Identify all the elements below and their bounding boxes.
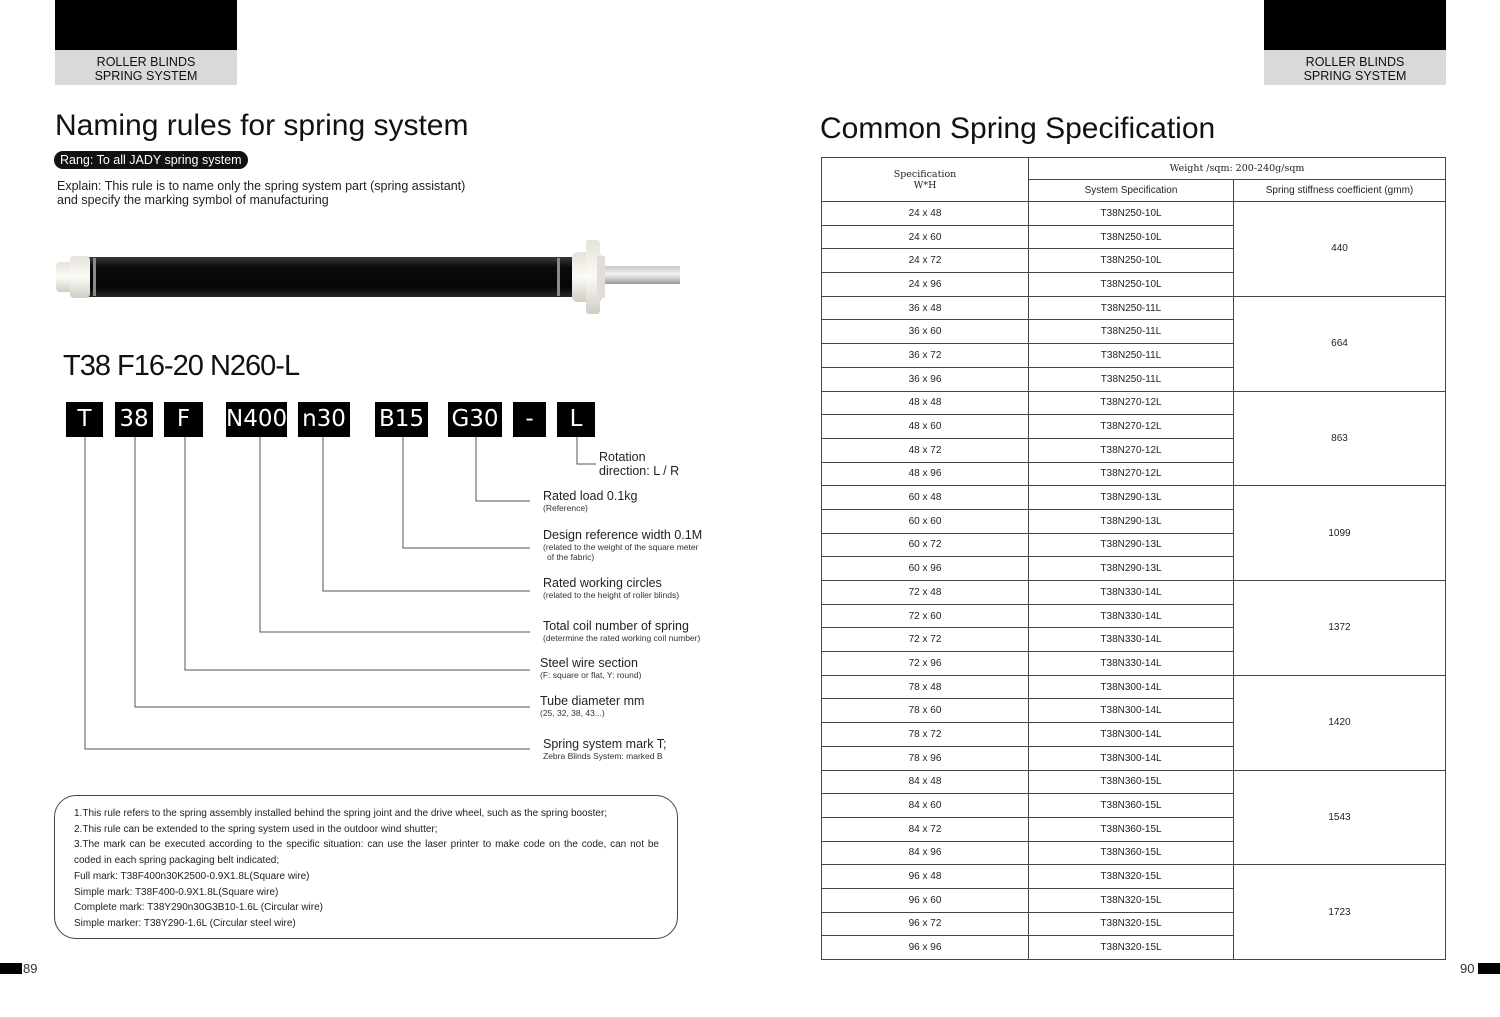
cell-system-spec: T38N250-11L <box>1029 296 1234 320</box>
label-system-mark: Spring system mark T; Zebra Blinds System: marked B <box>543 737 667 761</box>
cell-size: 72 x 72 <box>822 628 1029 652</box>
cell-system-spec: T38N330-14L <box>1029 628 1234 652</box>
cell-stiffness: 1099 <box>1234 486 1446 581</box>
note-line: 1.This rule refers to the spring assembly installed behind the spring joint and the drive wheel, such as the spring booster; <box>74 808 608 819</box>
page-title-left: Naming rules for spring system <box>55 109 469 142</box>
cell-size: 36 x 48 <box>822 296 1029 320</box>
note-line: 3.The mark can be executed according to the specific situation: can use the laser printer to make code on the code, can not be coded in each spring packaging belt indicated; <box>74 839 659 867</box>
cell-system-spec: T38N330-14L <box>1029 652 1234 676</box>
cell-size: 96 x 48 <box>822 865 1029 889</box>
cell-system-spec: T38N360-15L <box>1029 794 1234 818</box>
label-coil-number: Total coil number of spring (determine the rated working coil number) <box>543 619 701 643</box>
cell-size: 72 x 60 <box>822 604 1029 628</box>
code-box-width: B15 <box>375 402 428 437</box>
table-row <box>822 486 1446 510</box>
cell-system-spec: T38N270-12L <box>1029 415 1234 439</box>
cell-stiffness: 1543 <box>1234 770 1446 865</box>
cell-system-spec: T38N250-10L <box>1029 225 1234 249</box>
cell-size: 96 x 72 <box>822 912 1029 936</box>
note-line: Simple marker: T38Y290-1.6L (Circular steel wire) <box>74 917 296 929</box>
cell-size: 96 x 96 <box>822 936 1029 960</box>
cell-system-spec: T38N250-11L <box>1029 344 1234 368</box>
cell-size: 24 x 48 <box>822 202 1029 226</box>
table-row <box>822 865 1446 889</box>
cell-system-spec: T38N290-13L <box>1029 486 1234 510</box>
cell-size: 48 x 48 <box>822 391 1029 415</box>
cell-size: 84 x 48 <box>822 770 1029 794</box>
cell-system-spec: T38N320-15L <box>1029 888 1234 912</box>
note-line: 2.This rule can be extended to the spring system used in the outdoor wind shutter; <box>74 823 438 835</box>
label-tube-diameter: Tube diameter mm (25, 32, 38, 43...) <box>540 694 645 718</box>
cell-system-spec: T38N320-15L <box>1029 936 1234 960</box>
cell-size: 24 x 60 <box>822 225 1029 249</box>
table-row <box>822 581 1446 605</box>
code-box-wire: F <box>164 402 203 437</box>
cell-size: 24 x 96 <box>822 273 1029 297</box>
cell-system-spec: T38N250-11L <box>1029 367 1234 391</box>
cell-size: 78 x 96 <box>822 746 1029 770</box>
page-marker-right <box>1478 963 1500 974</box>
cell-size: 60 x 60 <box>822 509 1029 533</box>
cell-size: 84 x 60 <box>822 794 1029 818</box>
cell-size: 78 x 60 <box>822 699 1029 723</box>
table-row <box>822 770 1446 794</box>
leader-lines <box>0 0 760 780</box>
section-tab-right <box>1264 0 1446 85</box>
cell-system-spec: T38N300-14L <box>1029 675 1234 699</box>
cell-stiffness: 664 <box>1234 296 1446 391</box>
cell-size: 78 x 48 <box>822 675 1029 699</box>
label-steel-wire: Steel wire section (F: square or flat, Y: round) <box>540 656 642 680</box>
table-row <box>822 202 1446 226</box>
cell-system-spec: T38N250-10L <box>1029 202 1234 226</box>
cell-size: 36 x 72 <box>822 344 1029 368</box>
cell-system-spec: T38N300-14L <box>1029 699 1234 723</box>
cell-stiffness: 440 <box>1234 202 1446 297</box>
note-line: Full mark: T38F400n30K2500-0.9X1.8L(Square wire) <box>74 870 310 882</box>
code-box-t: T <box>66 402 103 437</box>
code-box-circles: n30 <box>298 402 350 437</box>
cell-size: 48 x 72 <box>822 438 1029 462</box>
range-badge: Rang: To all JADY spring system <box>54 151 248 169</box>
cell-size: 96 x 60 <box>822 888 1029 912</box>
table-row <box>822 391 1446 415</box>
note-line: Simple mark: T38F400-0.9X1.8L(Square wire) <box>74 886 279 898</box>
explain-text: Explain: This rule is to name only the spring system part (spring assistant) and specify the marking symbol of manufacturing <box>57 179 466 207</box>
cell-system-spec: T38N290-13L <box>1029 509 1234 533</box>
cell-stiffness: 863 <box>1234 391 1446 486</box>
tab-line1: ROLLER BLINDS <box>96 55 196 69</box>
cell-stiffness: 1420 <box>1234 675 1446 770</box>
cell-size: 48 x 60 <box>822 415 1029 439</box>
cell-stiffness: 1372 <box>1234 581 1446 676</box>
cell-system-spec: T38N320-15L <box>1029 865 1234 889</box>
code-box-coil: N400 <box>226 402 287 437</box>
cell-system-spec: T38N290-13L <box>1029 557 1234 581</box>
page-marker-left <box>0 963 22 974</box>
label-working-circles: Rated working circles (related to the height of roller blinds) <box>543 576 680 600</box>
table-row <box>822 675 1446 699</box>
cell-system-spec: T38N290-13L <box>1029 533 1234 557</box>
cell-system-spec: T38N360-15L <box>1029 841 1234 865</box>
cell-system-spec: T38N250-10L <box>1029 249 1234 273</box>
cell-system-spec: T38N330-14L <box>1029 604 1234 628</box>
cell-system-spec: T38N320-15L <box>1029 912 1234 936</box>
cell-system-spec: T38N360-15L <box>1029 817 1234 841</box>
cell-size: 60 x 96 <box>822 557 1029 581</box>
cell-size: 48 x 96 <box>822 462 1029 486</box>
header-stiffness: Spring stiffness coefficient (gmm) <box>1234 180 1446 202</box>
cell-system-spec: T38N270-12L <box>1029 462 1234 486</box>
page-number-right: 90 <box>1460 961 1475 976</box>
cell-system-spec: T38N300-14L <box>1029 723 1234 747</box>
cell-size: 72 x 96 <box>822 652 1029 676</box>
header-weight: Weight /sqm: 200-240g/sqm <box>1029 158 1446 180</box>
header-specification: Specification W*H <box>822 158 1029 202</box>
cell-size: 24 x 72 <box>822 249 1029 273</box>
spec-table <box>821 157 1446 960</box>
cell-size: 84 x 96 <box>822 841 1029 865</box>
cell-size: 72 x 48 <box>822 581 1029 605</box>
page-title-right: Common Spring Specification <box>820 112 1216 145</box>
note-line: Complete mark: T38Y290n30G3B10-1.6L (Circular wire) <box>74 902 323 914</box>
code-box-diameter: 38 <box>115 402 153 437</box>
cell-system-spec: T38N330-14L <box>1029 581 1234 605</box>
cell-system-spec: T38N250-10L <box>1029 273 1234 297</box>
cell-system-spec: T38N300-14L <box>1029 746 1234 770</box>
tab-line2: SPRING SYSTEM <box>1303 69 1407 83</box>
table-row <box>822 296 1446 320</box>
page-number-left: 89 <box>23 961 38 976</box>
cell-system-spec: T38N270-12L <box>1029 391 1234 415</box>
cell-system-spec: T38N360-15L <box>1029 770 1234 794</box>
code-box-load: G30 <box>448 402 502 437</box>
header-system-spec: System Specification <box>1029 180 1234 202</box>
tab-line2: SPRING SYSTEM <box>94 69 198 83</box>
cell-size: 84 x 72 <box>822 817 1029 841</box>
tab-line1: ROLLER BLINDS <box>1305 55 1405 69</box>
label-design-width: Design reference width 0.1M (related to the weight of the square meter of the fabric) <box>543 528 703 562</box>
notes-box <box>54 795 678 939</box>
cell-stiffness: 1723 <box>1234 865 1446 960</box>
cell-system-spec: T38N270-12L <box>1029 438 1234 462</box>
cell-size: 36 x 60 <box>822 320 1029 344</box>
cell-size: 60 x 48 <box>822 486 1029 510</box>
cell-size: 78 x 72 <box>822 723 1029 747</box>
label-rated-load: Rated load 0.1kg (Reference) <box>543 489 638 513</box>
cell-system-spec: T38N250-11L <box>1029 320 1234 344</box>
cell-size: 60 x 72 <box>822 533 1029 557</box>
label-rotation: Rotation direction: L / R <box>599 450 680 478</box>
cell-size: 36 x 96 <box>822 367 1029 391</box>
example-code: T38 F16-20 N260-L <box>63 350 300 382</box>
code-box-dash: - <box>513 402 546 437</box>
code-box-direction: L <box>557 402 595 437</box>
